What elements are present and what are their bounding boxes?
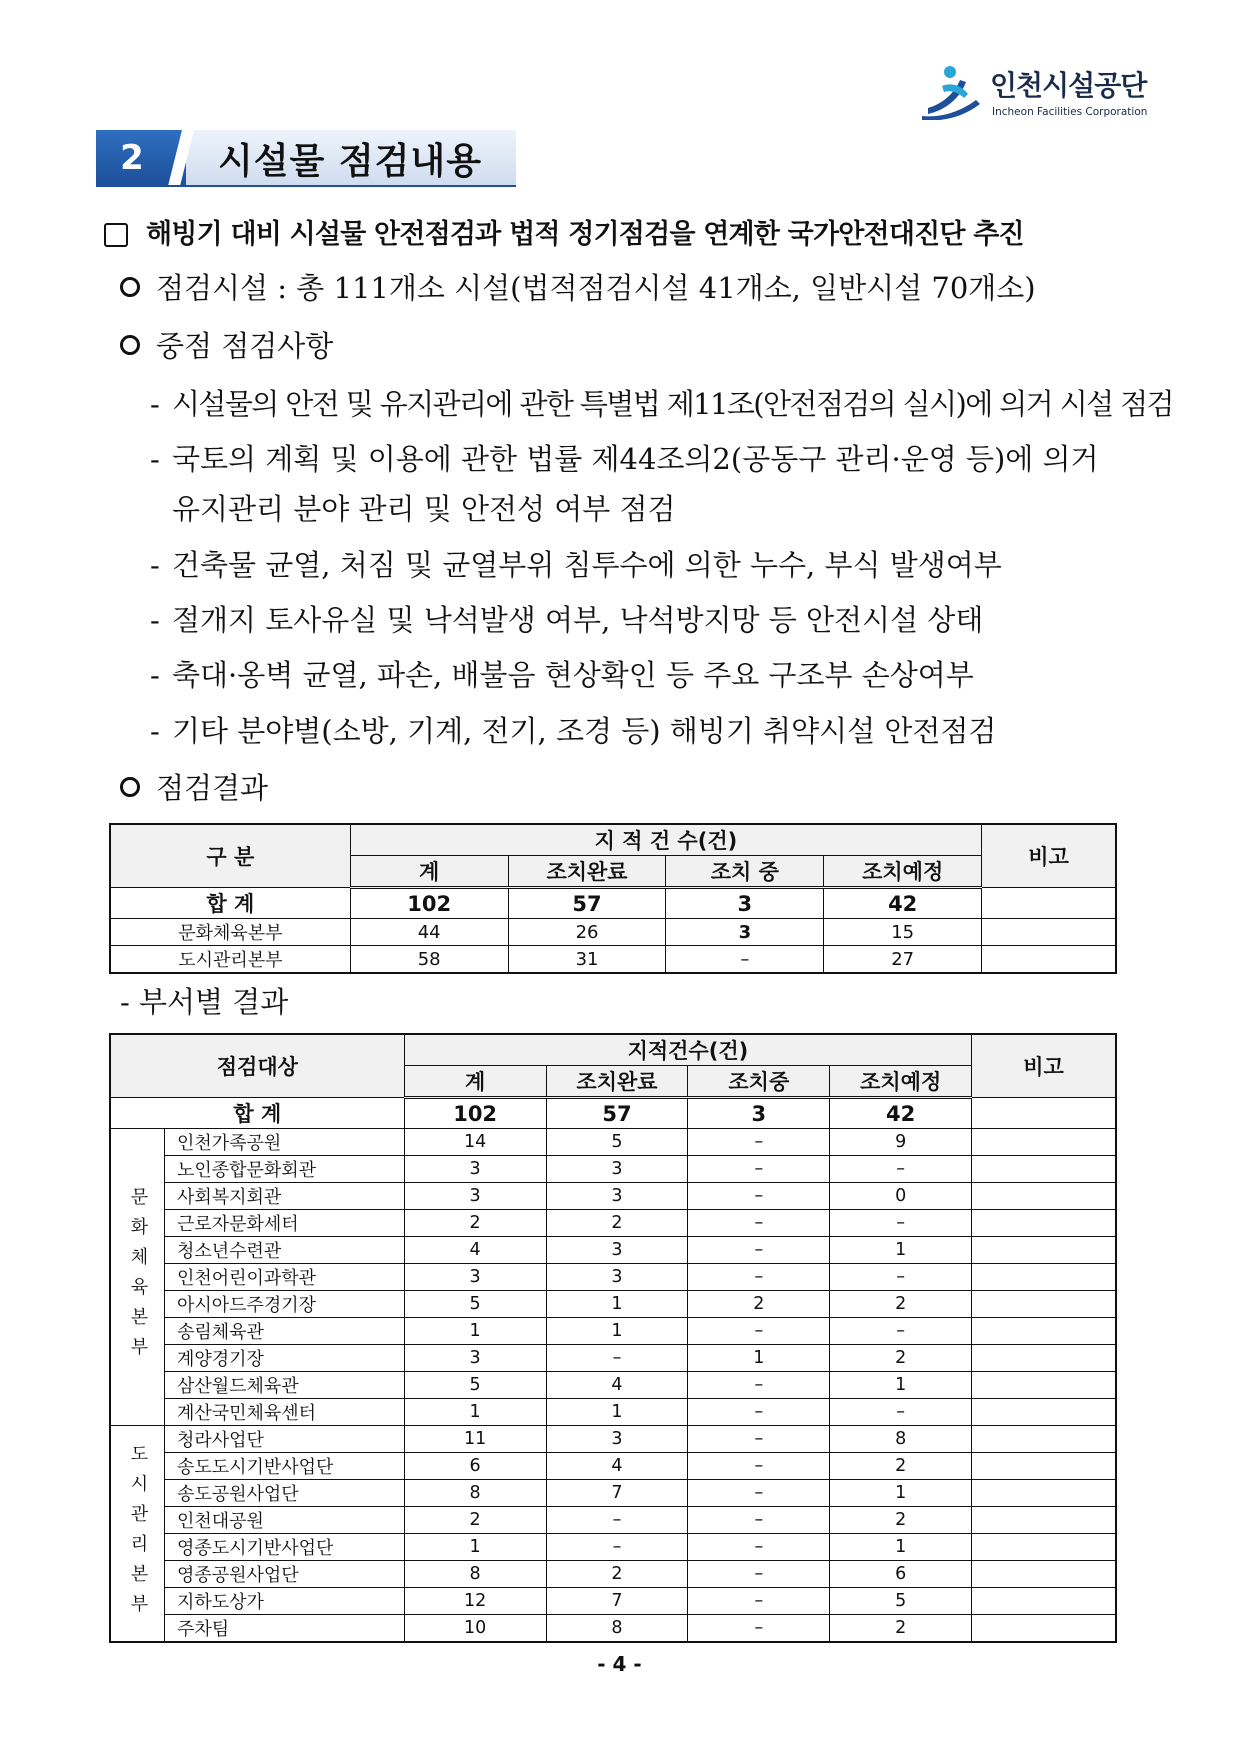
cell-value: 1: [404, 1534, 546, 1561]
table-row: [111, 1156, 1116, 1183]
cell-value: 2: [830, 1345, 972, 1372]
cell-value: 8: [830, 1426, 972, 1453]
group-label: 도시관리본부: [111, 1426, 165, 1642]
cell-note: [972, 1183, 1116, 1210]
table-row: [111, 1426, 1116, 1453]
focus-title-text: 중점 점검사항: [156, 329, 334, 363]
cell-value: 2: [830, 1615, 972, 1642]
table-row: [111, 1588, 1116, 1615]
section-header: [96, 130, 516, 186]
bullet-facilities: [120, 266, 1036, 307]
cell-note: [972, 1237, 1116, 1264]
cell-value: 14: [404, 1129, 546, 1156]
cell-value: 3: [546, 1156, 688, 1183]
circle-bullet-icon: [120, 335, 140, 355]
cell-value: 1: [830, 1480, 972, 1507]
table-row: [111, 1372, 1116, 1399]
row-label: 사회복지회관: [164, 1183, 404, 1210]
total-row: 합 계 102 57 3 42: [111, 888, 1116, 919]
table-row: [111, 1399, 1116, 1426]
cell-value: –: [546, 1345, 688, 1372]
circle-bullet-icon: [120, 277, 140, 297]
focus-item-continued: 유지관리 분야 관리 및 안전성 여부 점검: [172, 492, 676, 526]
cell-value: 5: [404, 1291, 546, 1318]
cell-value: 4: [404, 1237, 546, 1264]
column-header-category: 구 분: [111, 825, 351, 888]
cell-value: –: [830, 1318, 972, 1345]
cell-value: 6: [404, 1453, 546, 1480]
cell-note: [972, 1453, 1116, 1480]
table-row: [111, 1507, 1116, 1534]
runner-swoosh-icon: [920, 64, 986, 120]
cell-value: 1: [830, 1534, 972, 1561]
cell-value: –: [688, 1129, 830, 1156]
cell-note: [972, 1318, 1116, 1345]
table-row: [111, 1291, 1116, 1318]
cell-value: 5: [546, 1129, 688, 1156]
cell-value: –: [546, 1534, 688, 1561]
cell-value: 3: [404, 1345, 546, 1372]
row-label: 삼산월드체육관: [164, 1372, 404, 1399]
cell-value: 2: [830, 1453, 972, 1480]
cell-value: 1: [404, 1318, 546, 1345]
table-row: [111, 1345, 1116, 1372]
cell-value: –: [688, 1615, 830, 1642]
cell-value: 5: [830, 1588, 972, 1615]
row-label: 영종도시기반사업단: [164, 1534, 404, 1561]
cell-note: [972, 1129, 1116, 1156]
cell-value: –: [546, 1507, 688, 1534]
cell-value: 2: [404, 1507, 546, 1534]
facilities-text: 점검시설 : 총 111개소 시설(법적점검시설 41개소, 일반시설 70개소): [156, 271, 1036, 305]
cell-value: –: [688, 1534, 830, 1561]
cell-value: 4: [546, 1453, 688, 1480]
cell-value: 2: [546, 1561, 688, 1588]
column-header: 조치예정: [830, 1066, 972, 1098]
logo-name-english: Incheon Facilities Corporation: [992, 106, 1148, 118]
row-label: 인천어린이과학관: [164, 1264, 404, 1291]
row-label: 송림체육관: [164, 1318, 404, 1345]
cell-note: [972, 1507, 1116, 1534]
cell-value: 1: [688, 1345, 830, 1372]
dept-result-title: - 부서별 결과: [120, 985, 289, 1019]
table-row: [111, 1561, 1116, 1588]
table-row: 문화체육본부 44 26 3 15: [111, 919, 1116, 946]
row-label: 청소년수련관: [164, 1237, 404, 1264]
cell-value: –: [688, 1561, 830, 1588]
cell-note: [972, 1480, 1116, 1507]
result-title-text: 점검결과: [156, 771, 269, 805]
focus-item: - 절개지 토사유실 및 낙석발생 여부, 낙석방지망 등 안전시설 상태: [150, 603, 984, 637]
cell-value: 8: [404, 1480, 546, 1507]
cell-value: –: [688, 1237, 830, 1264]
table-row: [111, 1210, 1116, 1237]
row-label: 인천가족공원: [164, 1129, 404, 1156]
table-row: [111, 1318, 1116, 1345]
bullet-result-title: [120, 766, 268, 807]
logo-name-korean: 인천시설공단: [990, 69, 1147, 102]
circle-bullet-icon: [120, 777, 140, 797]
focus-item: - 축대·옹벽 균열, 파손, 배불음 현상확인 등 주요 구조부 손상여부: [150, 658, 974, 692]
cell-value: –: [688, 1588, 830, 1615]
column-header: 계: [404, 1066, 546, 1098]
total-row: 합 계 102 57 3 42: [111, 1098, 1116, 1129]
cell-value: 3: [546, 1264, 688, 1291]
cell-value: 2: [830, 1507, 972, 1534]
focus-item: - 기타 분야별(소방, 기계, 전기, 조경 등) 해빙기 취약시설 안전점검: [150, 714, 997, 748]
table-row: [111, 1453, 1116, 1480]
cell-note: [972, 1372, 1116, 1399]
table-row: [111, 1237, 1116, 1264]
main-heading: [104, 212, 1024, 251]
summary-table: [110, 824, 1116, 973]
cell-value: –: [688, 1453, 830, 1480]
cell-value: 3: [546, 1183, 688, 1210]
cell-note: [972, 1210, 1116, 1237]
section-title: 시설물 점검내용: [218, 140, 482, 182]
section-number: 2: [96, 130, 186, 186]
cell-value: 1: [546, 1291, 688, 1318]
cell-note: [972, 1156, 1116, 1183]
cell-value: –: [830, 1156, 972, 1183]
cell-value: 5: [404, 1372, 546, 1399]
row-label: 노인종합문화회관: [164, 1156, 404, 1183]
row-label: 주차팀: [164, 1615, 404, 1642]
cell-value: 9: [830, 1129, 972, 1156]
focus-item: - 건축물 균열, 처짐 및 균열부위 침투수에 의한 누수, 부식 발생여부: [150, 548, 1002, 582]
cell-value: 1: [546, 1318, 688, 1345]
table-row: [111, 1615, 1116, 1642]
table-row: [111, 1129, 1116, 1156]
cell-value: 12: [404, 1588, 546, 1615]
cell-value: 6: [830, 1561, 972, 1588]
cell-note: [972, 1561, 1116, 1588]
row-label: 영종공원사업단: [164, 1561, 404, 1588]
cell-value: 1: [830, 1237, 972, 1264]
cell-value: 3: [404, 1264, 546, 1291]
cell-note: [972, 1345, 1116, 1372]
row-label: 송도공원사업단: [164, 1480, 404, 1507]
cell-value: –: [688, 1372, 830, 1399]
column-header: 조치중: [688, 1066, 830, 1098]
cell-value: –: [688, 1318, 830, 1345]
cell-value: 1: [830, 1372, 972, 1399]
empty-box-icon: [104, 223, 128, 247]
row-label: 아시아드주경기장: [164, 1291, 404, 1318]
cell-value: 2: [404, 1210, 546, 1237]
table-row: [111, 1183, 1116, 1210]
cell-value: –: [688, 1183, 830, 1210]
column-header: 계: [350, 856, 508, 888]
row-label: 청라사업단: [164, 1426, 404, 1453]
cell-value: 2: [688, 1291, 830, 1318]
table-row: 도시관리본부 58 31 – 27: [111, 946, 1116, 973]
cell-value: 3: [404, 1156, 546, 1183]
cell-value: 10: [404, 1615, 546, 1642]
department-table: [110, 1034, 1116, 1642]
row-label: 근로자문화세터: [164, 1210, 404, 1237]
cell-value: –: [830, 1264, 972, 1291]
cell-note: [972, 1534, 1116, 1561]
cell-value: 2: [830, 1291, 972, 1318]
table-row: [111, 1534, 1116, 1561]
cell-value: 7: [546, 1480, 688, 1507]
cell-note: [972, 1588, 1116, 1615]
cell-note: [972, 1426, 1116, 1453]
slash-divider-icon: [168, 130, 194, 186]
cell-value: –: [830, 1210, 972, 1237]
focus-item: - 국토의 계획 및 이용에 관한 법률 제44조의2(공동구 관리·운영 등)에 의거: [150, 442, 1099, 476]
column-header: 조치 중: [666, 856, 824, 888]
corporation-logo: [920, 62, 1160, 128]
row-label: 계양경기장: [164, 1345, 404, 1372]
cell-value: 2: [546, 1210, 688, 1237]
cell-value: –: [830, 1399, 972, 1426]
main-heading-text: 해빙기 대비 시설물 안전점검과 법적 정기점검을 연계한 국가안전대진단 추진: [146, 219, 1024, 250]
cell-value: –: [688, 1507, 830, 1534]
cell-value: –: [688, 1156, 830, 1183]
row-label: 송도도시기반사업단: [164, 1453, 404, 1480]
table-row: [111, 1480, 1116, 1507]
column-header: 조치완료: [508, 856, 666, 888]
row-label: 인천대공원: [164, 1507, 404, 1534]
cell-value: 11: [404, 1426, 546, 1453]
cell-value: –: [688, 1210, 830, 1237]
column-header-group: 지적건수(건): [404, 1035, 971, 1066]
cell-value: 7: [546, 1588, 688, 1615]
cell-value: –: [688, 1264, 830, 1291]
column-header-group: 지 적 건 수(건): [350, 825, 981, 856]
cell-note: [972, 1615, 1116, 1642]
column-header-note: 비고: [982, 825, 1116, 888]
cell-value: 4: [546, 1372, 688, 1399]
cell-value: 3: [404, 1183, 546, 1210]
cell-value: 3: [546, 1237, 688, 1264]
column-header: 조치완료: [546, 1066, 688, 1098]
cell-value: 1: [546, 1399, 688, 1426]
cell-note: [972, 1264, 1116, 1291]
row-label: 지하도상가: [164, 1588, 404, 1615]
bullet-focus-title: [120, 324, 333, 365]
group-label: 문화체육본부: [111, 1129, 165, 1426]
cell-value: 8: [546, 1615, 688, 1642]
cell-value: 8: [404, 1561, 546, 1588]
cell-note: [972, 1291, 1116, 1318]
cell-value: 0: [830, 1183, 972, 1210]
focus-item: - 시설물의 안전 및 유지관리에 관한 특별법 제11조(안전점검의 실시)에 의거 시설 점검: [150, 387, 1173, 421]
cell-value: –: [688, 1399, 830, 1426]
cell-value: 3: [546, 1426, 688, 1453]
cell-value: –: [688, 1426, 830, 1453]
column-header-target: 점검대상: [111, 1035, 405, 1098]
cell-value: –: [688, 1480, 830, 1507]
column-header-note: 비고: [972, 1035, 1116, 1098]
cell-note: [972, 1399, 1116, 1426]
column-header: 조치예정: [824, 856, 982, 888]
table-row: [111, 1264, 1116, 1291]
section-underline: [96, 185, 516, 187]
page-number: - 4 -: [597, 1652, 642, 1676]
cell-value: 1: [404, 1399, 546, 1426]
row-label: 계산국민체육센터: [164, 1399, 404, 1426]
